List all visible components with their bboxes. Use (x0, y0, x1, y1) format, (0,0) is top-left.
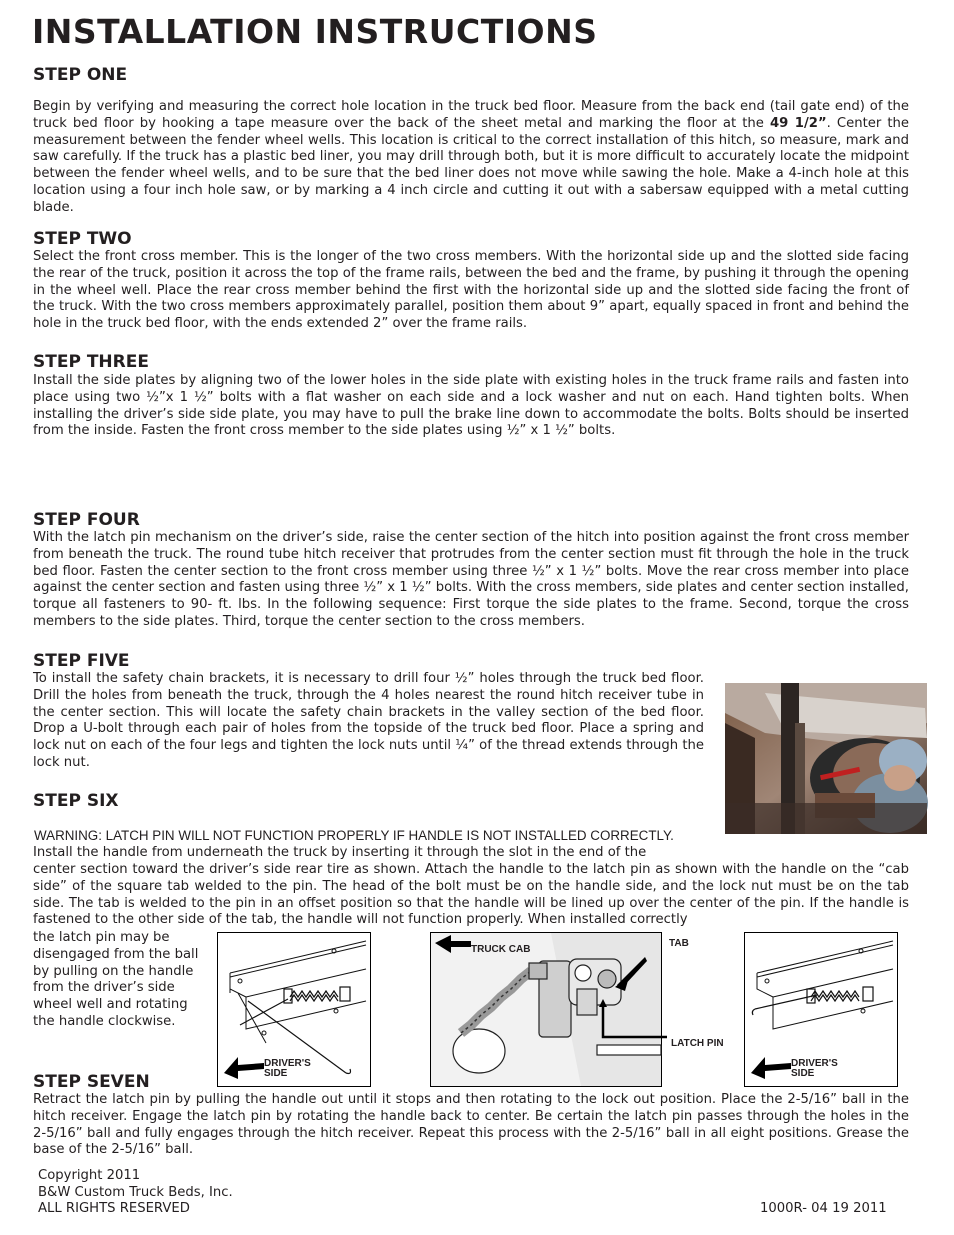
copyright-line: Copyright 2011 (38, 1168, 141, 1183)
page-title: INSTALLATION INSTRUCTIONS (32, 12, 598, 51)
step-six-tail: the latch pin may be disengaged from the ball by pulling on the handle from the driver’s side wheel well and rotating the handle clockwise. (33, 930, 199, 1029)
truck-cab-label: TRUCK CAB (471, 944, 531, 955)
step-one-heading: STEP ONE (33, 65, 128, 85)
step-four-heading: STEP FOUR (33, 510, 140, 530)
step-seven-text: Retract the latch pin by pulling the handle out until it stops and then rotating to the lock out position. Place the 2-5/16” ball in the hitch receiver. Engage the latch pin by rotating the handle back to center. Be certain the latch pin passes through the holes in the 2-5/16” ball and fully engages through the hitch receiver. Repeat this process with the 2-5/16” ball in all eight positions. Grease the base of the 2-5/16” ball. (33, 1092, 909, 1158)
step-two-text: Select the front cross member. This is the longer of the two cross members. With the horizontal side up and the slotted side facing the rear of the truck, position it across the top of the frame rails, between the bed and the frame, by pushing it through the opening in the wheel well. Place the rear cross member behind the first with the horizontal side up and the slotted side facing the front of the truck. With the two cross members approximately parallel, position them about 9” apart, equally spaced in front and behind the hole in the truck bed floor, with the ends extended 2” over the frame rails. (33, 249, 909, 332)
diagram-handle-left (217, 932, 371, 1087)
diagram-handle-right (744, 932, 898, 1087)
footer-copyright (38, 1168, 233, 1218)
step-two-heading: STEP TWO (33, 229, 132, 249)
step-three-heading: STEP THREE (33, 352, 149, 372)
step-six-line: Install the handle from underneath the truck by inserting it through the slot in the end of the (33, 845, 647, 860)
rights-line: ALL RIGHTS RESERVED (38, 1201, 190, 1217)
company-name: B&W Custom Truck Beds, Inc. (38, 1184, 233, 1200)
drivers-side-label-right: DRIVER'S SIDE (791, 1058, 838, 1079)
drivers-side-label-left: DRIVER'S SIDE (264, 1058, 311, 1079)
step-one-text: Begin by verifying and measuring the correct hole location in the truck bed floor. Measure from the back end (tail gate end) of the truck bed floor by hooking a tape measure over the back of the sheet metal and marking the floor at the 49 1/2”. Center the measurement between the fender wheel wells. This location is critical to the correct installation of this hitch, so measure, mark and saw carefully. If the truck has a plastic bed liner, you may drill through both, but it is more difficult to accurately locate the midpoint between the fender wheel wells, and to be sure that the bed liner does not move while sawing the hole. Make a 4-inch hole at this location using a four inch hole saw, or by marking a 4 inch circle and cutting it out with a sabersaw equipped with a metal cutting blade. (33, 99, 910, 215)
latch-pin-label: LATCH PIN (671, 1038, 724, 1049)
document-id: 1000R- 04 19 2011 (760, 1201, 887, 1216)
step-six-heading: STEP SIX (33, 791, 119, 811)
bed-measurement: 49 1/2” (769, 115, 827, 131)
step-seven-heading: STEP SEVEN (33, 1072, 150, 1092)
step-five-heading: STEP FIVE (33, 651, 130, 671)
tab-label: TAB (669, 938, 689, 949)
warning-text: WARNING: LATCH PIN WILL NOT FUNCTION PROPERLY IF HANDLE IS NOT INSTALLED CORRECTLY. (34, 828, 674, 843)
installation-photo (725, 683, 927, 834)
diagram-latch-pin-detail (430, 932, 724, 1087)
step-six-text: center section toward the driver’s side rear tire as shown. Attach the handle to the latch pin as shown with the handle on the “cab side” of the square tab welded to the pin. The head of the bolt must be on the handle side, and the lock nut must be on the tab side. The tab is welded to the pin in an offset position so that the handle will be lined up over the center of the pin. If the handle is fastened to the other side of the tab, the handle will not function properly. When installed correctly (33, 862, 909, 928)
step-four-text: With the latch pin mechanism on the driver’s side, raise the center section of the hitch into position against the front cross member from beneath the truck. The round tube hitch receiver that protrudes from the center section must fit through the hole in the truck bed floor. Fasten the center section to the front cross member using three ½” x 1 ½” bolts. Move the rear cross member into place against the center section and fasten using three ½” x 1 ½” bolts. With the cross members, side plates and center section installed, torque all fasteners to 90- ft. lbs. In the following sequence: First torque the side plates to the frame. Second, torque the cross members to the side plates. Third, torque the center section to the cross members. (33, 530, 909, 629)
step-three-text: Install the side plates by aligning two of the lower holes in the side plate with existing holes in the truck frame rails and fasten into place using two ½”x 1 ½” bolts with a flat washer on each side and a lock washer and nut on each. Hand tighten bolts. When installing the driver’s side side plate, you may have to pull the brake line down to accommodate the bolts. Bolts should be inserted from the inside. Fasten the front cross member to the side plates using ½” x 1 ½” bolts. (33, 373, 909, 439)
step-five-text: To install the safety chain brackets, it is necessary to drill four ½” holes through the truck bed floor. Drill the holes from beneath the truck, through the 4 holes nearest the round hitch receiver tube in the center section. This will locate the safety chain brackets in the valley section of the bed floor. Drop a U-bolt through each pair of holes from the topside of the truck bed floor. Place a spring and lock nut on each of the four legs and tighten the lock nuts until ¼” of the thread extends through the lock nut. (33, 671, 704, 770)
